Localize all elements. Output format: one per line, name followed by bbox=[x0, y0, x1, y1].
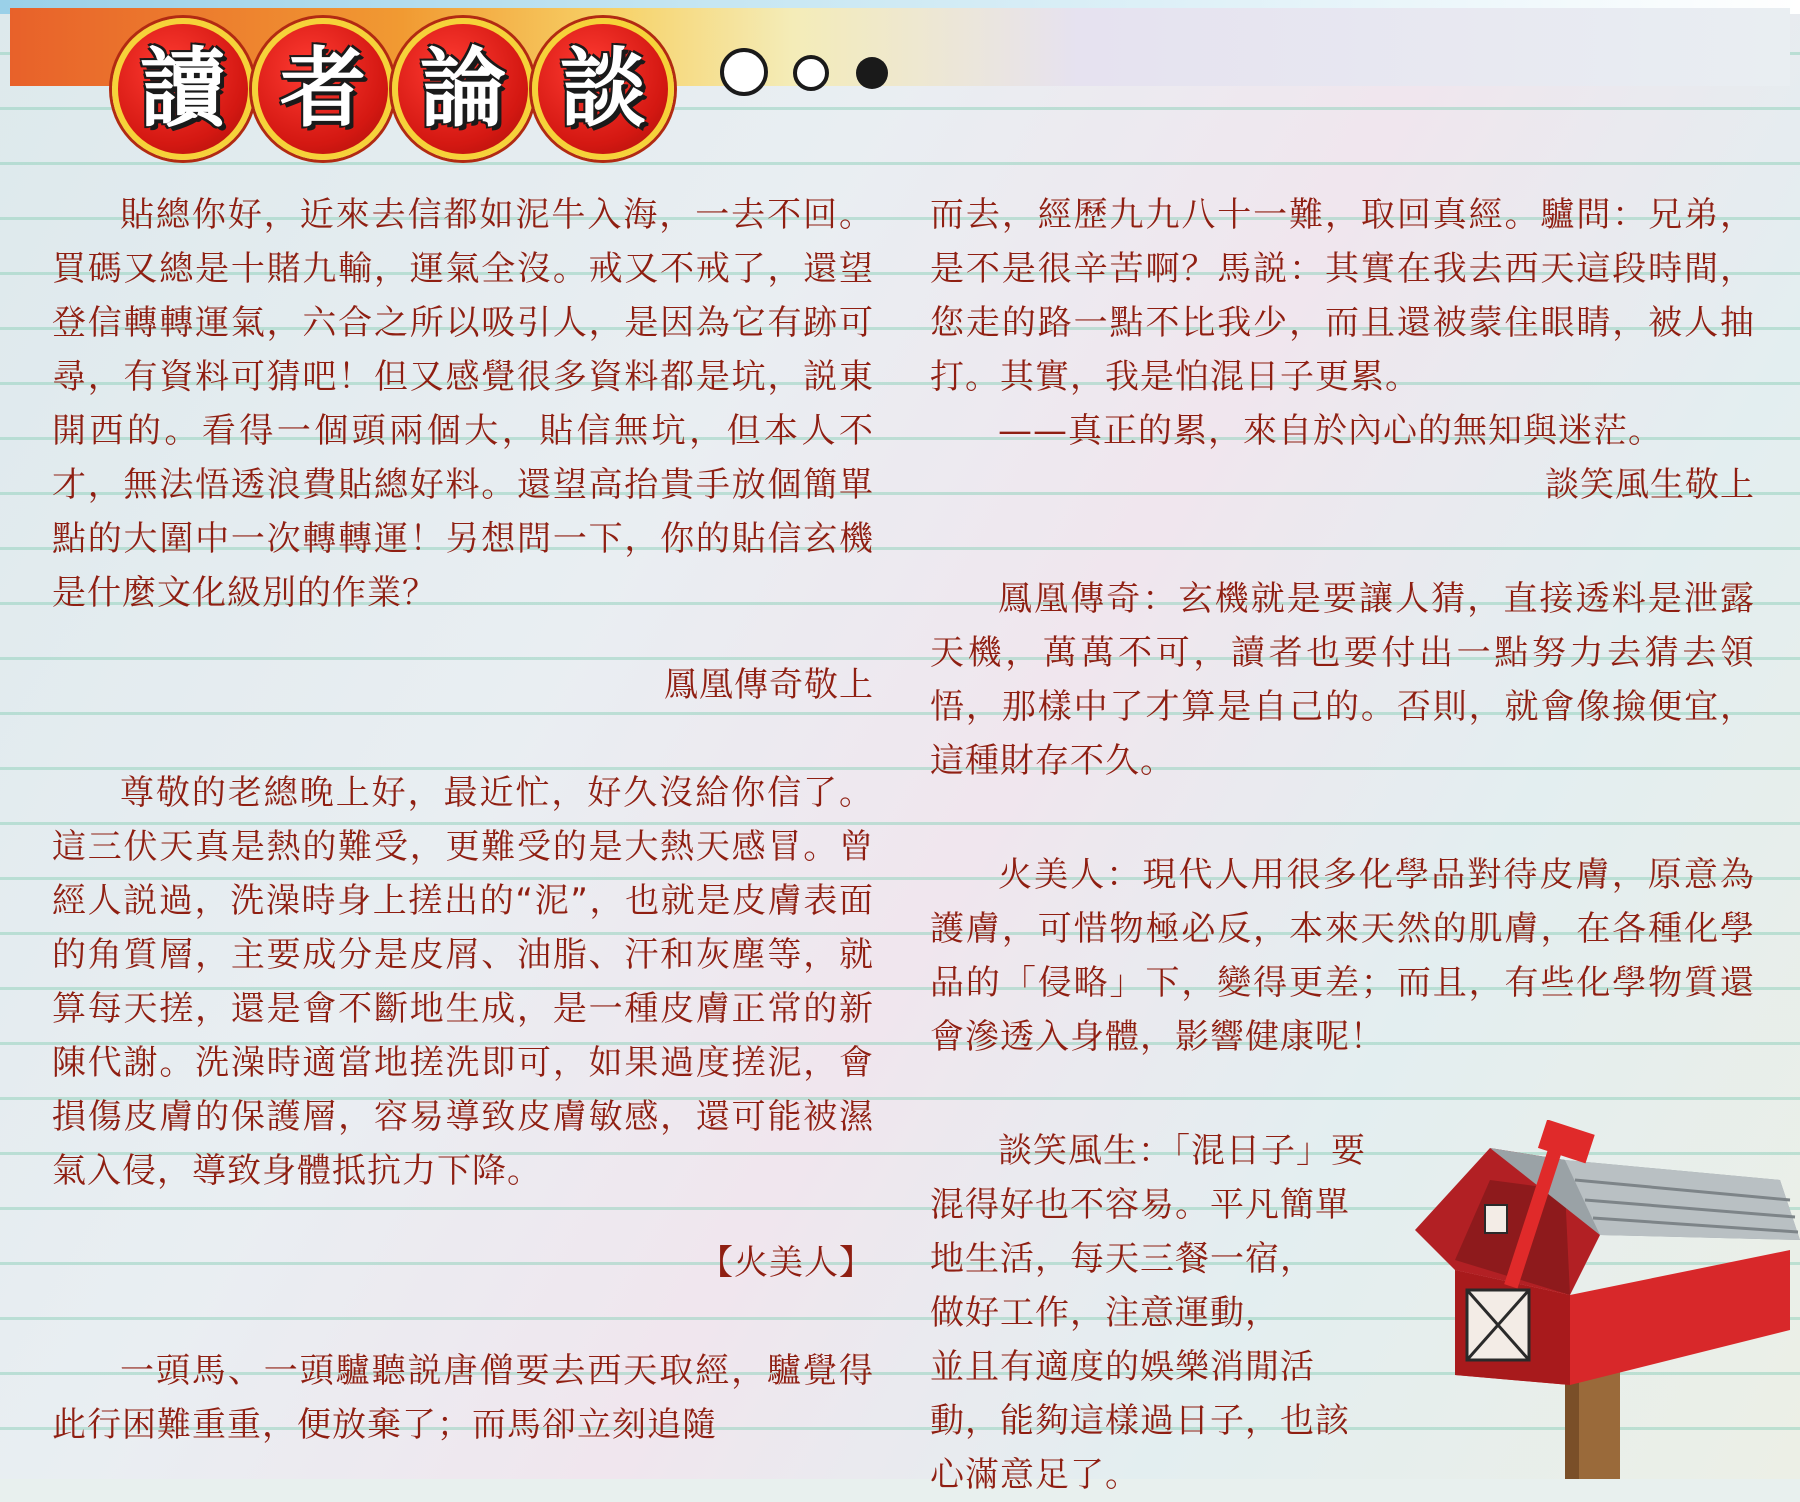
letter-1-signature: 鳳凰傳奇敬上 bbox=[664, 665, 874, 705]
reply-3-line: 地生活，每天三餐一宿， bbox=[930, 1239, 1315, 1279]
editor-reply-1: 鳳凰傳奇：玄機就是要讓人猜，直接透料是泄露天機，萬萬不可，讀者也要付出一點努力去猜去領悟，那樣中了才算是自己的。否則，就會像撿便宜，這種財存不久。 bbox=[930, 579, 1755, 781]
title-char: 讀 bbox=[140, 39, 226, 139]
barn-window bbox=[1485, 1205, 1507, 1233]
title-seal-3 bbox=[392, 18, 534, 160]
title-char: 論 bbox=[420, 39, 506, 139]
editor-reply-2: 火美人：現代人用很多化學品對待皮膚，原意為護膚，可惜物極必反，本來天然的肌膚，在各種化學品的「侵略」下，變得更差；而且，有些化學物質還會滲透入身體，影響健康呢！ bbox=[930, 855, 1755, 1057]
mailbox-illustration bbox=[1395, 1120, 1800, 1479]
decorative-dot-medium bbox=[793, 55, 829, 91]
reply-3-line: 做好工作，注意運動， bbox=[930, 1293, 1280, 1333]
title-seal-1 bbox=[112, 18, 254, 160]
letter-2-signature: 【火美人】 bbox=[699, 1243, 874, 1283]
reply-3-line: 談笑風生：「混日子」要 bbox=[998, 1131, 1366, 1171]
editor-reply-3 bbox=[930, 1124, 1400, 1502]
reply-3-line: 並且有適度的娛樂消閒活 bbox=[930, 1347, 1315, 1387]
reader-letter-1: 貼總你好，近來去信都如泥牛入海，一去不回。買碼又總是十賭九輸，運氣全沒。戒又不戒了，還望登信轉轉運氣，六合之所以吸引人，是因為它有跡可尋，有資料可猜吧！但又感覺很多資料都是坑，説東開西的。看得一個頭兩個大，貼信無坑，但本人不才，無法悟透浪費貼總好料。還望高抬貴手放個簡單點的大圍中一次轉轉運！另想問一下，你的貼信玄機是什麼文化級別的作業？ bbox=[52, 195, 874, 613]
left-column bbox=[52, 188, 874, 1452]
title-seal-4 bbox=[532, 18, 674, 160]
reply-3-line: 混得好也不容易。平凡簡單 bbox=[930, 1185, 1350, 1225]
reader-letter-2: 尊敬的老總晚上好，最近忙，好久沒給你信了。這三伏天真是熱的難受，更難受的是大熱天感冒。曾經人説過，洗澡時身上搓出的“泥”，也就是皮膚表面的角質層，主要成分是皮屑、油脂、汗和灰塵等，就算每天搓，還是會不斷地生成，是一種皮膚正常的新陳代謝。洗澡時適當地搓洗即可，如果過度搓泥，會損傷皮膚的保護層，容易導致皮膚敏感，還可能被濕氣入侵，導致身體抵抗力下降。 bbox=[52, 773, 874, 1191]
reply-3-line: 心滿意足了。 bbox=[930, 1455, 1140, 1495]
title-char: 者 bbox=[280, 39, 366, 139]
reader-letter-3-end: 而去，經歷九九八十一難，取回真經。驢問：兄弟，是不是很辛苦啊？馬説：其實在我去西天這段時間，您走的路一點不比我少，而且還被蒙住眼睛，被人抽打。其實，我是怕混日子更累。 bbox=[930, 195, 1755, 397]
title-char: 談 bbox=[560, 39, 646, 139]
reply-3-line: 動，能夠這樣過日子，也該 bbox=[930, 1401, 1350, 1441]
letter-3-signature: 談笑風生敬上 bbox=[1545, 465, 1755, 505]
decorative-dot-large bbox=[720, 48, 768, 96]
letter-3-moral: ——真正的累，來自於內心的無知與迷茫。 bbox=[998, 411, 1663, 451]
decorative-dot-filled bbox=[856, 57, 888, 89]
title-seal-2 bbox=[252, 18, 394, 160]
reader-letter-3-start: 一頭馬、一頭驢聽説唐僧要去西天取經，驢覺得此行困難重重，便放棄了；而馬卻立刻追隨 bbox=[52, 1351, 874, 1445]
